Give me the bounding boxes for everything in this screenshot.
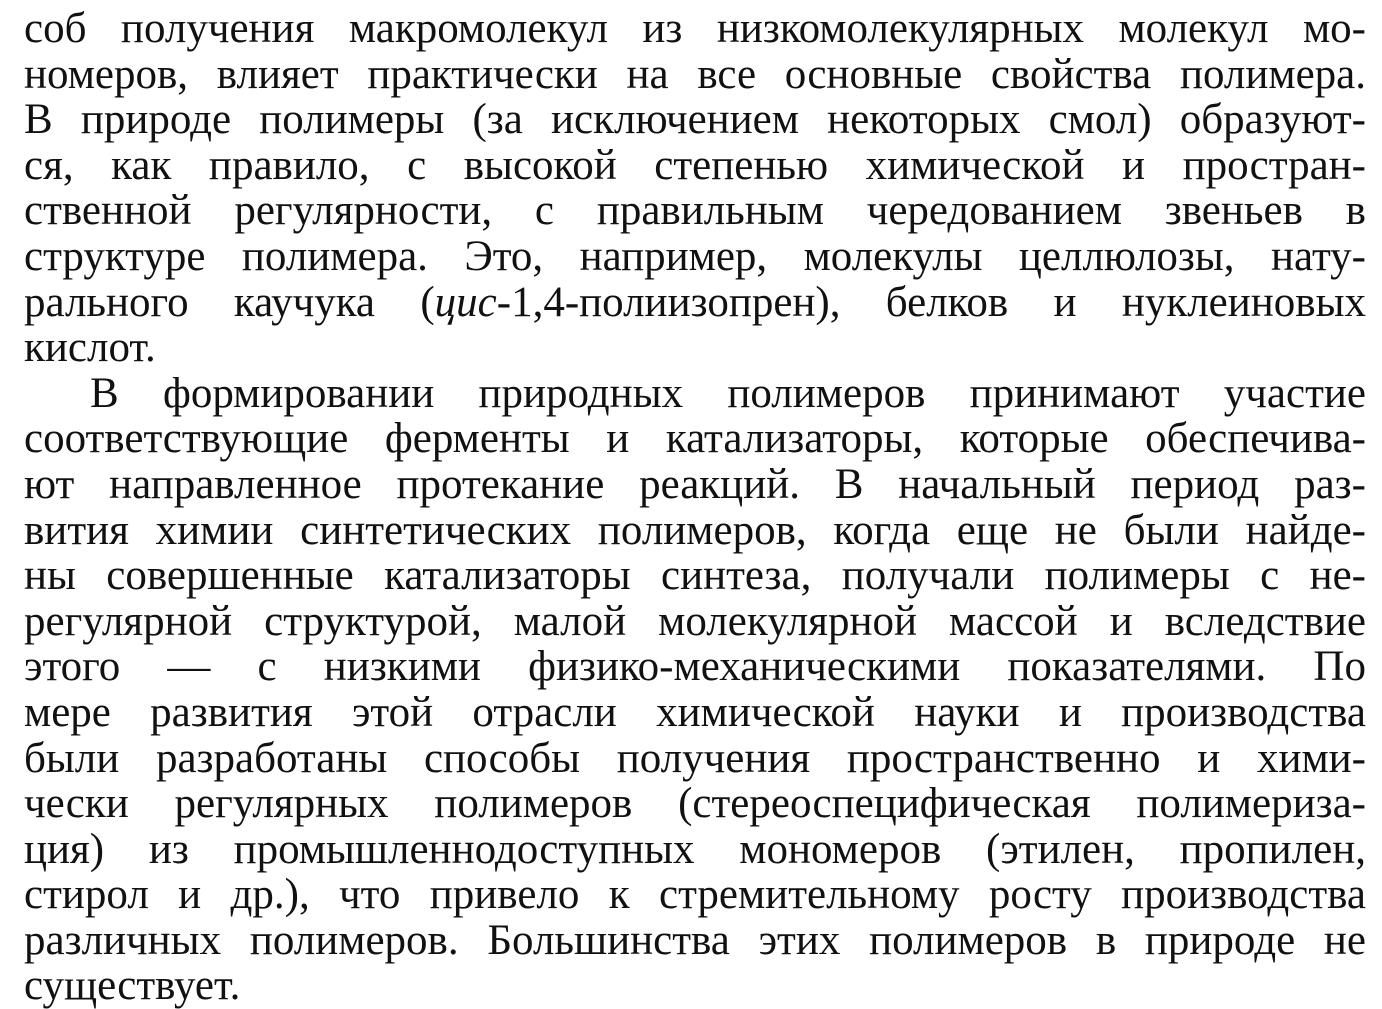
text-line: В формировании природных полимеров принимают участие — [90, 369, 1366, 417]
text-line: В природе полимеры (за исключением некоторых смол) образуют- — [24, 96, 1366, 144]
text-line: чески регулярных полимеров (стереоспецифическая полимериза- — [24, 780, 1366, 828]
text-line: различных полимеров. Большинства этих полимеров в природе не — [24, 916, 1366, 964]
text-segment: -1,4-полиизопрен), белков и нуклеиновых — [496, 278, 1366, 326]
text-line: этого — с низкими физико-механическими показателями. По — [24, 643, 1366, 691]
text-line-with-italic — [24, 280, 1366, 326]
text-line: существует. — [24, 962, 241, 1009]
text-line: соответствующие ферменты и катализаторы, которые обеспечива- — [24, 415, 1366, 463]
text-line: ственной регулярности, с правильным чередованием звеньев в — [24, 187, 1366, 235]
text-line: регулярной структурой, малой молекулярной массой и вследствие — [24, 597, 1366, 645]
paragraph-2 — [24, 371, 1366, 1009]
text-line: были разработаны способы получения пространственно и хими- — [24, 734, 1366, 782]
text-line: стирол и др.), что привело к стремительному росту производства — [24, 871, 1366, 919]
text-line: кислот. — [24, 324, 156, 372]
italic-term: цис — [434, 278, 497, 326]
text-line: номеров, влияет практически на все основные свойства полимера. — [24, 50, 1366, 98]
text-line: соб получения макромолекул из низкомолекулярных молекул мо- — [24, 5, 1366, 52]
document-page — [24, 6, 1366, 1009]
text-line: ция) из промышленнодоступных мономеров (этилен, пропилен, — [24, 825, 1366, 873]
text-line: вития химии синтетических полимеров, когда еще не были найде- — [24, 506, 1366, 554]
text-line: ны совершенные катализаторы синтеза, получали полимеры с не- — [24, 552, 1366, 600]
paragraph-1 — [24, 6, 1366, 371]
text-line: ся, как правило, с высокой степенью химической и простран- — [24, 141, 1366, 189]
text-line: мере развития этой отрасли химической науки и производства — [24, 688, 1366, 736]
text-line: структуре полимера. Это, например, молекулы целлюлозы, нату- — [24, 232, 1366, 280]
text-segment: рального каучука ( — [24, 278, 435, 326]
text-line: ют направленное протекание реакций. В начальный период раз- — [24, 460, 1366, 508]
